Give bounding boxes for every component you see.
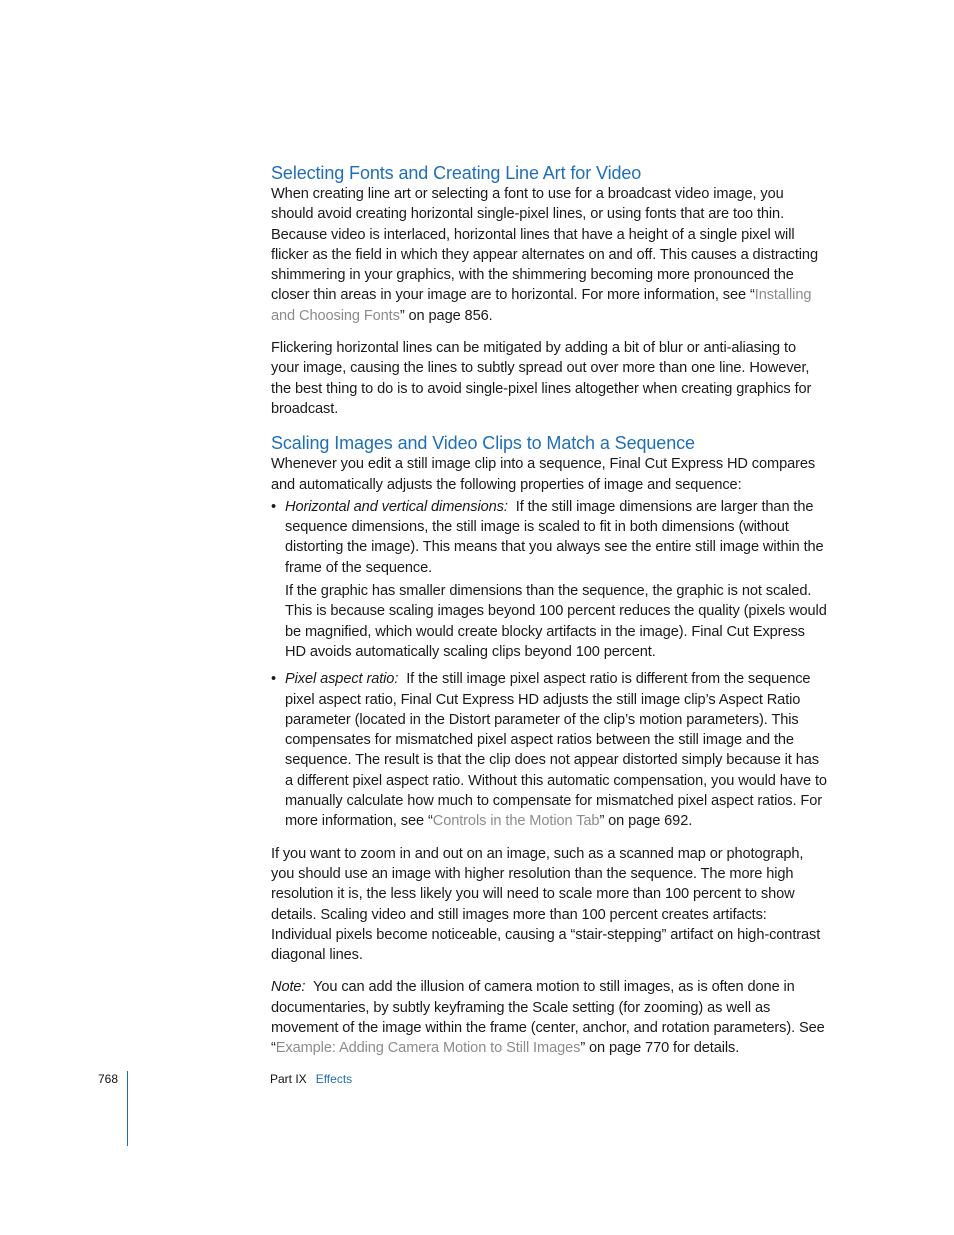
footer-rule (127, 1071, 128, 1146)
paragraph-text: When creating line art or selecting a font to use for a broadcast video image, you should avoid creating horizontal single-pixel lines, or using fonts that are too thin. Because video is interlaced, horizontal lines that have a height of a single pixel will flicker as the field in which they appear alternates on and off. This causes a distracting shimmering in your graphics, with the shimmering becoming more pronounced the closer thin areas in your image are to horizontal. For more information, see “ (271, 186, 818, 304)
list-item-dimensions (271, 497, 827, 662)
paragraph-flicker: Flickering horizontal lines can be mitigated by adding a bit of blur or anti-aliasing to your image, causing the lines to subtly spread out over more than one line. However, the best thing to do is to avoid single-pixel lines altogether when creating graphics for broadcast. (271, 340, 812, 417)
section-link-effects[interactable]: Effects (315, 1072, 353, 1086)
paragraph-text: ” on page 856. (399, 307, 493, 324)
section-heading-fonts: Selecting Fonts and Creating Line Art for Video (271, 163, 642, 183)
bullet-term: Pixel aspect ratio: (285, 671, 399, 688)
link-installing-fonts[interactable]: Installing and Choosing Fonts (271, 287, 812, 324)
list-item-pixel-aspect (271, 669, 827, 831)
page-number: 768 (97, 1072, 118, 1086)
note-paragraph (271, 977, 827, 1058)
paragraph-scaling-intro: Whenever you edit a still image clip into a sequence, Final Cut Express HD compares and automatically adjusts the following properties of image and sequence: (271, 456, 816, 493)
link-camera-motion[interactable]: Example: Adding Camera Motion to Still Images (275, 1040, 581, 1057)
part-label: Part IX (270, 1072, 307, 1086)
note-label: Note: (271, 979, 306, 996)
bullet-marker: • (271, 498, 277, 515)
bullet-marker: • (271, 671, 277, 688)
bullet-body: ” on page 692. (599, 813, 693, 830)
link-motion-tab[interactable]: Controls in the Motion Tab (432, 813, 600, 830)
page-content (271, 162, 827, 1059)
note-text: ” on page 770 for details. (580, 1040, 740, 1057)
bullet-term: Horizontal and vertical dimensions: (285, 498, 508, 515)
bullet-subparagraph: If the graphic has smaller dimensions than the sequence, the graphic is not scaled. This is because scaling images beyond 100 percent reduces the quality (pixels would be magnified, which would create blocky artifacts in the image). Final Cut Express HD avoids automatically scaling clips beyond 100 percent. (285, 583, 827, 660)
bullet-body: If the still image pixel aspect ratio is different from the sequence pixel aspect ratio, Final Cut Express HD adjusts the still image clip’s Aspect Ratio parameter (located in the Distort parameter of the clip’s motion parameters). This compensates for mismatched pixel aspect ratios between the still image and the sequence. The result is that the clip does not appear distorted simply because it has a different pixel aspect ratio. Without this automatic compensation, you would have to manually calculate how much to compensate for mismatched pixel aspect ratios. For more information, see “ (285, 671, 827, 830)
bullet-text (285, 497, 827, 578)
section-heading-scaling: Scaling Images and Video Clips to Match a Sequence (271, 433, 695, 454)
paragraph-zoom: If you want to zoom in and out on an image, such as a scanned map or photograph, you should use an image with higher resolution than the sequence. The more high resolution it is, the less likely you will need to scale more than 100 percent to show details. Scaling video and still images more than 100 percent creates artifacts: Individual pixels become noticeable, causing a “stair-stepping” artifact on high-contrast diagonal lines. (271, 845, 821, 964)
note-text: You can add the illusion of camera motion to still images, as is often done in documentaries, by subtly keyframing the Scale setting (for zooming) as well as movement of the image within the frame (center, anchor, and rotation parameters). See “ (271, 979, 825, 1057)
paragraph-line-art (271, 184, 827, 326)
bullet-body: If the still image dimensions are larger than the sequence dimensions, the still image is scaled to fit in both dimensions (without distorting the image). This means that you always see the entire still image within the frame of the sequence. (285, 498, 824, 576)
bullet-text (285, 669, 827, 831)
footer-part-label (270, 1072, 352, 1086)
